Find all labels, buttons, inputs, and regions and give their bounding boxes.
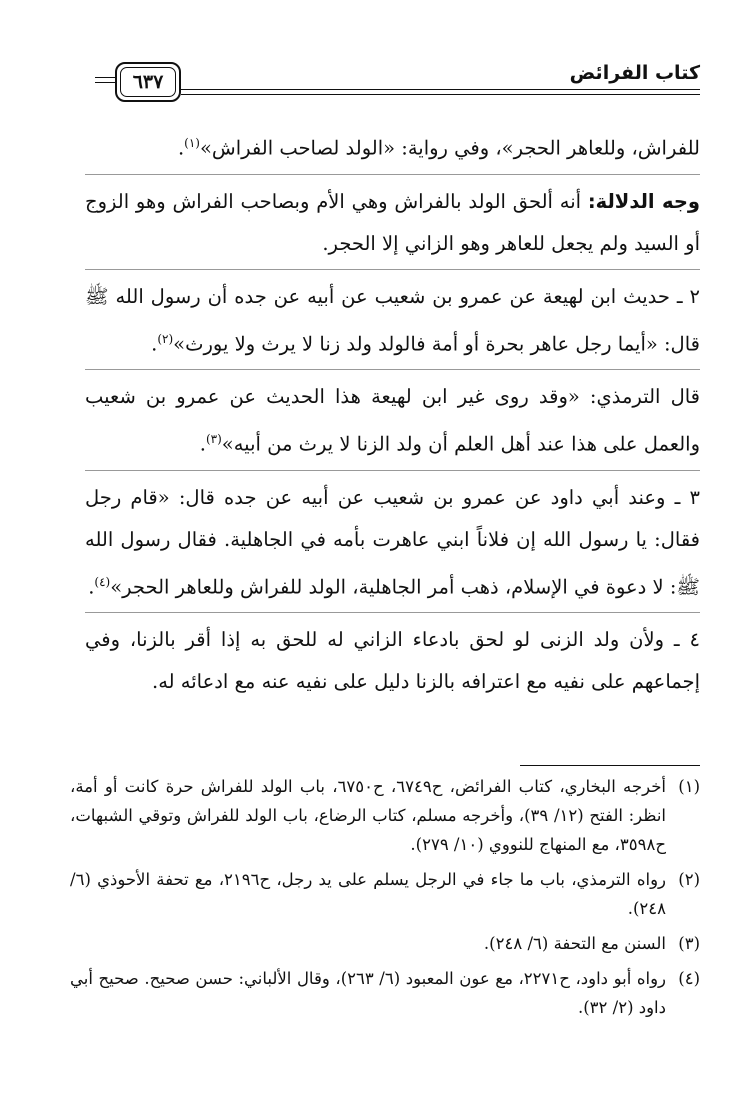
footnote-4 xyxy=(70,964,700,1022)
footnote-number: (٢) xyxy=(678,870,700,889)
paragraph-separator xyxy=(85,612,700,613)
paragraph-1-text: للفراش، وللعاهر الحجر»، وفي رواية: «الولد لصاحب الفراش» xyxy=(199,136,700,160)
paragraph-1-tail: . xyxy=(177,136,185,160)
footnote-number: (١) xyxy=(678,777,700,796)
paragraph-separator xyxy=(85,269,700,270)
paragraph-5-text: ٣ ـ وعند أبي داود عن عمرو بن شعيب عن أبيه عن جده قال: «قام رجل فقال: يا رسول الله إن فلاناً ابني عاهرت بأمه في الجاهلية. فقال رسول الله ﷺ: لا دعوة في الإسلام، ذهب أمر الجاهلية، الولد للفراش وللعاهر الحجر» xyxy=(85,485,700,598)
paragraph-1 xyxy=(85,122,700,170)
chapter-title: كتاب الفرائض xyxy=(569,62,700,84)
paragraph-3 xyxy=(85,276,700,366)
paragraph-6 xyxy=(85,619,700,703)
page-number xyxy=(115,62,181,102)
footnote-text: رواه الترمذي، باب ما جاء في الرجل يسلم على يد رجل، ح٢١٩٦، مع تحفة الأحوذي (٦/ ٢٤٨). xyxy=(70,870,667,918)
page-number-text: ٦٣٧ xyxy=(132,71,164,93)
paragraph-4-text: قال الترمذي: «وقد روى غير ابن لهيعة هذا الحديث عن عمرو بن شعيب والعمل على هذا عند أهل العلم أن ولد الزنا لا يرث من أبيه» xyxy=(85,385,700,456)
footnote-2 xyxy=(70,865,700,923)
paragraph-separator xyxy=(85,470,700,471)
footnote-ref-3[interactable]: (٣) xyxy=(205,432,222,446)
header-rule-right-bottom xyxy=(181,94,700,95)
footnote-text: رواه أبو داود، ح٢٢٧١، مع عون المعبود (٦/ ٢٦٣)، وقال الألباني: حسن صحيح. صحيح أبي داود (٢/ ٣٢). xyxy=(70,969,667,1017)
footnote-number: (٤) xyxy=(678,969,700,988)
footnote-1 xyxy=(70,772,700,859)
paragraph-4 xyxy=(85,376,700,466)
paragraph-4-tail: . xyxy=(199,432,206,456)
paragraph-5-tail: . xyxy=(88,575,95,598)
footnote-separator xyxy=(520,765,700,766)
page-header xyxy=(95,62,700,112)
footnote-number: (٣) xyxy=(678,934,700,953)
footnote-text: السنن مع التحفة (٦/ ٢٤٨). xyxy=(483,934,666,953)
footnote-ref-2[interactable]: (٢) xyxy=(157,331,174,346)
footnote-3 xyxy=(70,929,700,958)
header-rule-left-bottom xyxy=(95,82,115,83)
paragraph-5 xyxy=(85,477,700,609)
header-rule-left-top xyxy=(95,77,115,78)
footnote-text: أخرجه البخاري، كتاب الفرائض، ح٦٧٤٩، ح٦٧٥٠، باب الولد للفراش حرة كانت أو أمة، انظر: الفتح (١٢/ ٣٩)، وأخرجه مسلم، كتاب الرضاع، باب الولد للفراش وتوقي الشبهات، ح٣٥٩٨، مع المنهاج للنووي (١٠/ ٢٧٩). xyxy=(70,777,666,854)
paragraph-2-text: أنه ألحق الولد بالفراش وهي الأم وبصاحب الفراش وهو الزوج أو السيد ولم يجعل للعاهر وهو الزاني إلا الحجر. xyxy=(85,189,700,255)
paragraph-separator xyxy=(85,369,700,370)
evidence-label: وجه الدلالة: xyxy=(587,189,700,213)
paragraph-2 xyxy=(85,181,700,265)
paragraph-3-tail: . xyxy=(151,332,158,355)
footnote-ref-4[interactable]: (٤) xyxy=(94,574,111,589)
footnote-ref-1[interactable]: (١) xyxy=(184,136,200,150)
footnotes xyxy=(70,772,700,1028)
paragraph-6-text: ٤ ـ ولأن ولد الزنى لو لحق بادعاء الزاني له للحق به إذا أقر بالزنا، وفي إجماعهم على نفيه مع اعترافه بالزنا دليل على نفيه عنه مع ادعائه له. xyxy=(85,628,700,693)
main-text xyxy=(85,122,700,703)
paragraph-separator xyxy=(85,174,700,175)
header-rule-right-top xyxy=(181,89,700,90)
paragraph-3-text: ٢ ـ حديث ابن لهيعة عن عمرو بن شعيب عن أبيه عن جده أن رسول الله ﷺ قال: «أيما رجل عاهر بحرة أو أمة فالولد ولد زنا لا يرث ولا يورث» xyxy=(85,284,700,355)
